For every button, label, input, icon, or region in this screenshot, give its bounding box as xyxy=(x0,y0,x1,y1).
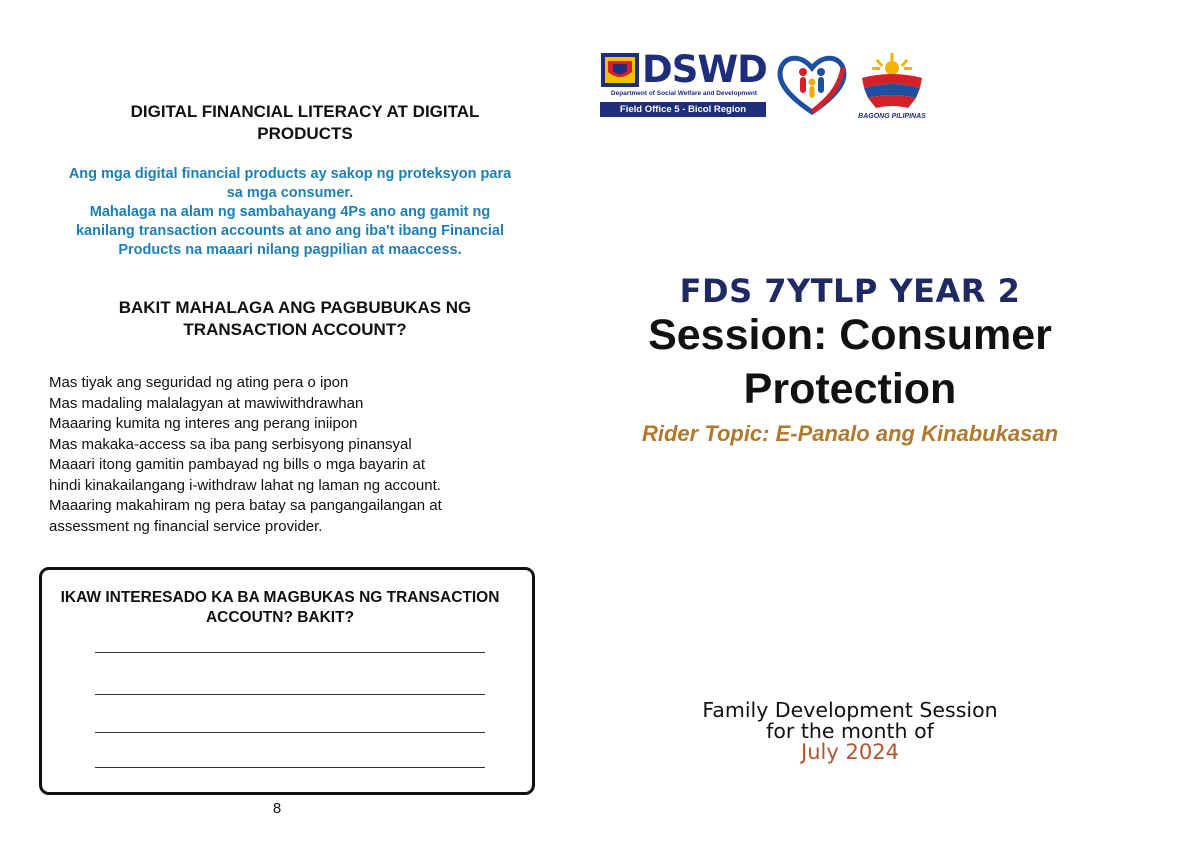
reasons-list xyxy=(49,373,529,537)
heart-family-icon xyxy=(775,52,849,116)
answer-line[interactable] xyxy=(95,694,485,695)
question-prompt: IKAW INTERESADO KA BA MAGBUKAS NG TRANSACTION ACCOUTN? BAKIT? xyxy=(60,589,500,626)
session-month: July 2024 xyxy=(801,740,899,764)
dswd-fullname: Department of Social Welfare and Development xyxy=(610,90,758,97)
intro-line: kanilang transaction accounts at ano ang iba't ibang Financial xyxy=(75,223,505,239)
bagong-pilipinas-label: BAGONG PILIPINAS xyxy=(858,113,926,120)
intro-line: Mahalaga na alam ng sambahayang 4Ps ano ang gamit ng xyxy=(89,204,491,220)
reason-item: Mas makaka-access sa iba pang serbisyong pinansyal xyxy=(49,435,412,453)
rider-topic: Rider Topic: E-Panalo ang Kinabukasan xyxy=(641,421,1059,446)
intro-line: Products na maaari nilang pagpilian at maaccess. xyxy=(118,242,462,258)
answer-line[interactable] xyxy=(95,652,485,653)
reason-item: Mas madaling malalagyan at mawiwithdrawhan xyxy=(49,394,364,412)
reason-item: assessment ng financial service provider. xyxy=(49,517,323,535)
footer-line: Family Development Session xyxy=(702,698,998,722)
footer-line: for the month of xyxy=(766,719,934,743)
page-heading: DIGITAL FINANCIAL LITERACY AT DIGITAL PRODUCTS xyxy=(130,102,480,143)
bagong-pilipinas-icon xyxy=(858,52,926,112)
reason-item: Maaari itong gamitin pambayad ng bills o mga bayarin at xyxy=(49,456,426,473)
session-title xyxy=(600,308,1100,416)
field-office-label: Field Office 5 - Bicol Region xyxy=(600,102,766,117)
reason-item: hindi kinakailangang i-withdraw lahat ng laman ng account. xyxy=(49,476,441,494)
page-number: 8 xyxy=(272,800,282,817)
reason-item: Maaaring kumita ng interes ang perang iniipon xyxy=(49,415,358,432)
intro-line: sa mga consumer. xyxy=(226,185,354,201)
intro-text xyxy=(35,165,545,260)
session-title-line: Protection xyxy=(743,365,957,413)
answer-line[interactable] xyxy=(95,767,485,768)
reason-item: Maaaring makahiram ng pera batay sa pangangailangan at xyxy=(49,497,442,514)
intro-line: Ang mga digital financial products ay sakop ng proteksyon para xyxy=(68,166,512,182)
session-title-line: Session: Consumer xyxy=(648,311,1052,359)
answer-line[interactable] xyxy=(95,732,485,733)
program-title: FDS 7YTLP YEAR 2 xyxy=(679,272,1021,310)
dswd-wordmark: DSWD xyxy=(642,48,767,91)
dswd-shield-icon xyxy=(600,52,640,88)
dswd-logo xyxy=(598,50,770,120)
reason-item: Mas tiyak ang seguridad ng ating pera o ipon xyxy=(49,374,349,391)
session-month-footer xyxy=(650,700,1050,763)
section-subheading: BAKIT MAHALAGA ANG PAGBUBUKAS NG TRANSACTION ACCOUNT? xyxy=(118,298,472,339)
